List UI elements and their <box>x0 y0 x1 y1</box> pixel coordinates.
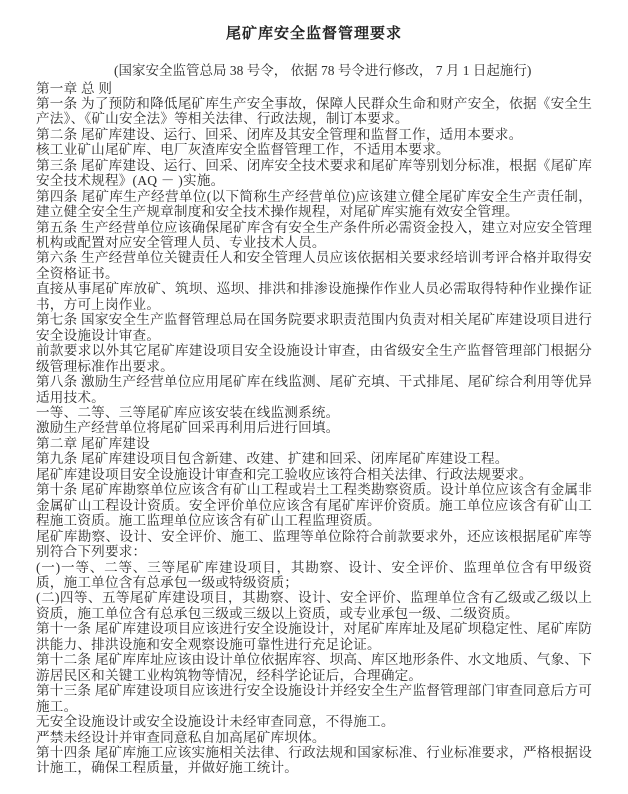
paragraph: 第六条 生产经营单位关键责任人和安全管理人员应该依据相关要求经培训考评合格并取得安全资格证书。 <box>36 250 592 281</box>
document-subtitle: (国家安全监管总局 38 号令， 依据 78 号令进行修改， 7 月 1 日起施行) <box>114 63 532 78</box>
paragraph: 第十条 尾矿库勘察单位应该含有矿山工程或岩土工程类勘察资质。设计单位应该含有金属非金属矿山工程设计资质。安全评价单位应该含有尾矿库评价资质。施工单位应该含有矿山工程施工资质。施工监理单位应该含有矿山工程监理资质。 <box>36 482 592 529</box>
paragraph: 一等、二等、三等尾矿库应该安装在线监测系统。 <box>36 405 340 421</box>
paragraph: 第七条 国家安全生产监督管理总局在国务院要求职责范围内负责对相关尾矿库建设项目进行安全设施设计审查。 <box>36 312 592 343</box>
paragraph: 第三条 尾矿库建设、运行、回采、闭库安全技术要求和尾矿库等别划分标准，根据《尾矿库安全技术规程》(AQ － )实施。 <box>36 157 592 189</box>
paragraph: 第八条 激励生产经营单位应用尾矿库在线监测、尾矿充填、干式排尾、尾矿综合利用等优异适用技术。 <box>36 374 592 405</box>
document-body <box>36 81 592 776</box>
paragraph: 无安全设施设计或安全设施设计未经审查同意，不得施工。 <box>36 714 395 730</box>
paragraph: 第五条 生产经营单位应该确保尾矿库含有安全生产条件所必需资金投入，建立对应安全管理机构或配置对应安全管理人员、专业技术人员。 <box>36 219 592 251</box>
paragraph: 第十二条 尾矿库库址应该由设计单位依据库容、坝高、库区地形条件、水文地质、气象、下游居民区和关键工业构筑物等情况，经科学论证后，合理确定。 <box>36 652 592 683</box>
paragraph: 激励生产经营单位将尾矿回采再利用后进行回填。 <box>36 420 340 436</box>
paragraph: 第十四条 尾矿库施工应该实施相关法律、行政法规和国家标准、行业标准要求，严格根据设计施工，确保工程质量，并做好施工统计。 <box>36 744 592 776</box>
paragraph: 前款要求以外其它尾矿库建设项目安全设施设计审查，由省级安全生产监督管理部门根据分级管理标准作出要求。 <box>36 343 592 374</box>
paragraph: (一)一等、二等、三等尾矿库建设项目，其勘察、设计、安全评价、监理单位含有甲级资质，施工单位含有总承包一级或特级资质； <box>36 559 592 590</box>
paragraph: 尾矿库建设项目安全设施设计审查和完工验收应该符合相关法律、行政法规要求。 <box>36 466 533 482</box>
paragraph: 第一条 为了预防和降低尾矿库生产安全事故，保障人民群众生命和财产安全，依据《安全生产法》、《矿山安全法》等相关法律、行政法规，制订本要求。 <box>36 95 592 127</box>
paragraph: 第二条 尾矿库建设、运行、回采、闭库及其安全管理和监督工作，适用本要求。 <box>36 126 523 142</box>
paragraph: 第九条 尾矿库建设项目包含新建、改建、扩建和回采、闭库尾矿库建设工程。 <box>36 451 509 467</box>
paragraph: 第四条 尾矿库生产经营单位(以下简称生产经营单位)应该建立健全尾矿库安全生产责任制，建立健全安全生产规章制度和安全技术操作规程，对尾矿库实施有效安全管理。 <box>36 188 592 220</box>
paragraph: 严禁未经设计并审查同意私自加高尾矿库坝体。 <box>36 729 326 745</box>
paragraph: 第十一条 尾矿库建设项目应该进行安全设施设计，对尾矿库库址及尾矿坝稳定性、尾矿库防洪能力、排洪设施和安全观察设施可靠性进行充足论证。 <box>36 621 592 652</box>
paragraph: 第二章 尾矿库建设 <box>36 435 150 451</box>
paragraph: 尾矿库勘察、设计、安全评价、施工、监理等单位除符合前款要求外，还应该根据尾矿库等别符合下列要求： <box>36 528 592 560</box>
document-title: 尾矿库安全监督管理要求 <box>225 26 402 42</box>
paragraph: 直接从事尾矿库放矿、筑坝、巡坝、排洪和排渗设施操作作业人员必需取得特种作业操作证书，方可上岗作业。 <box>36 281 592 312</box>
paragraph: (二)四等、五等尾矿库建设项目，其勘察、设计、安全评价、监理单位含有乙级或乙级以上资质，施工单位含有总承包三级或三级以上资质，或专业承包一级、二级资质。 <box>36 590 592 621</box>
paragraph: 核工业矿山尾矿库、电厂灰渣库安全监督管理工作，不适用本要求。 <box>36 142 450 158</box>
paragraph: 第一章 总 则 <box>36 80 113 96</box>
paragraph: 第十三条 尾矿库建设项目应该进行安全设施设计并经安全生产监督管理部门审查同意后方可施工。 <box>36 683 592 714</box>
